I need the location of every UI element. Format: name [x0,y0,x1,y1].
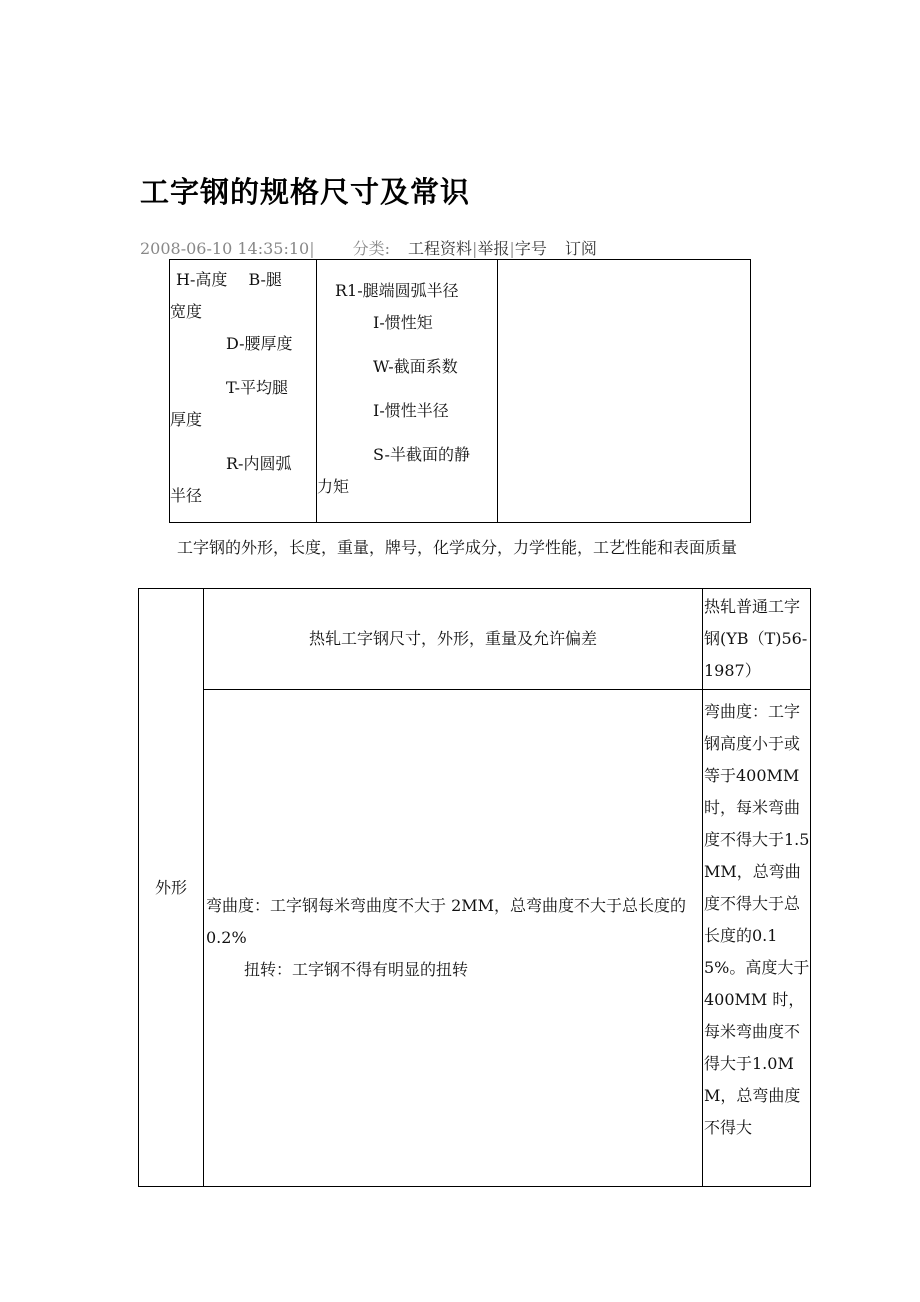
symbol-w: W-截面系数 [373,357,458,376]
symbol-d: D-腰厚度 [226,334,293,353]
font-size-link[interactable]: 字号 [514,239,547,258]
post-datetime: 2008-06-10 14:35:10 [140,239,310,258]
symbol-b-cont: 宽度 [170,302,203,321]
symbol-i-radius: I-惯性半径 [373,401,449,420]
report-link[interactable]: 举报 [477,239,510,258]
symbols-col-3-empty [498,260,751,523]
spec-bend-text: 弯曲度：工字钢每米弯曲度不大于 2MM，总弯曲度不大于总长度的 0.2% [206,896,687,947]
symbol-i: I-惯性矩 [373,313,433,332]
symbols-table [169,259,751,523]
symbol-s: S-半截面的静 [373,445,470,464]
symbol-t-cont: 厚度 [170,410,203,429]
subscribe-link[interactable]: 订阅 [564,239,597,258]
page-title: 工字钢的规格尺寸及常识 [140,175,471,209]
article-meta [140,236,597,259]
spec-row-label: 外形 [139,589,204,1187]
spec-body [204,690,703,1187]
meta-separator: | [509,239,515,258]
category-label: 分类: [352,239,390,258]
spec-table [138,588,811,1187]
spec-header: 热轧工字钢尺寸，外形，重量及允许偏差 [204,589,703,690]
intro-paragraph: 工字钢的外形，长度，重量，牌号，化学成分，力学性能，工艺性能和表面质量 [177,538,738,557]
symbol-r1: R1-腿端圆弧半径 [335,281,459,300]
symbols-col-1 [170,260,317,523]
symbol-r: R-内圆弧 [226,454,292,473]
symbol-r-cont: 半径 [170,486,203,505]
spec-twist-text: 扭转：工字钢不得有明显的扭转 [244,960,469,979]
spec-standard: 热轧普通工字钢(YB（T)56-1987） [703,589,811,690]
symbol-t: T-平均腿 [226,378,289,397]
symbols-col-2 [317,260,498,523]
symbol-h-b: H-高度 B-腿 [176,270,282,289]
category-link[interactable]: 工程资料 [408,239,473,258]
symbol-s-cont: 力矩 [317,477,350,496]
meta-separator: | [472,239,478,258]
spec-right-detail: 弯曲度：工字钢高度小于或等于400MM 时，每米弯曲度不得大于1.5MM，总弯曲度不得大于总长度的0.15%。高度大于 400MM 时，每米弯曲度不得大于1.0MM，总弯曲度不得大 [703,690,811,1187]
meta-separator: | [309,239,315,258]
